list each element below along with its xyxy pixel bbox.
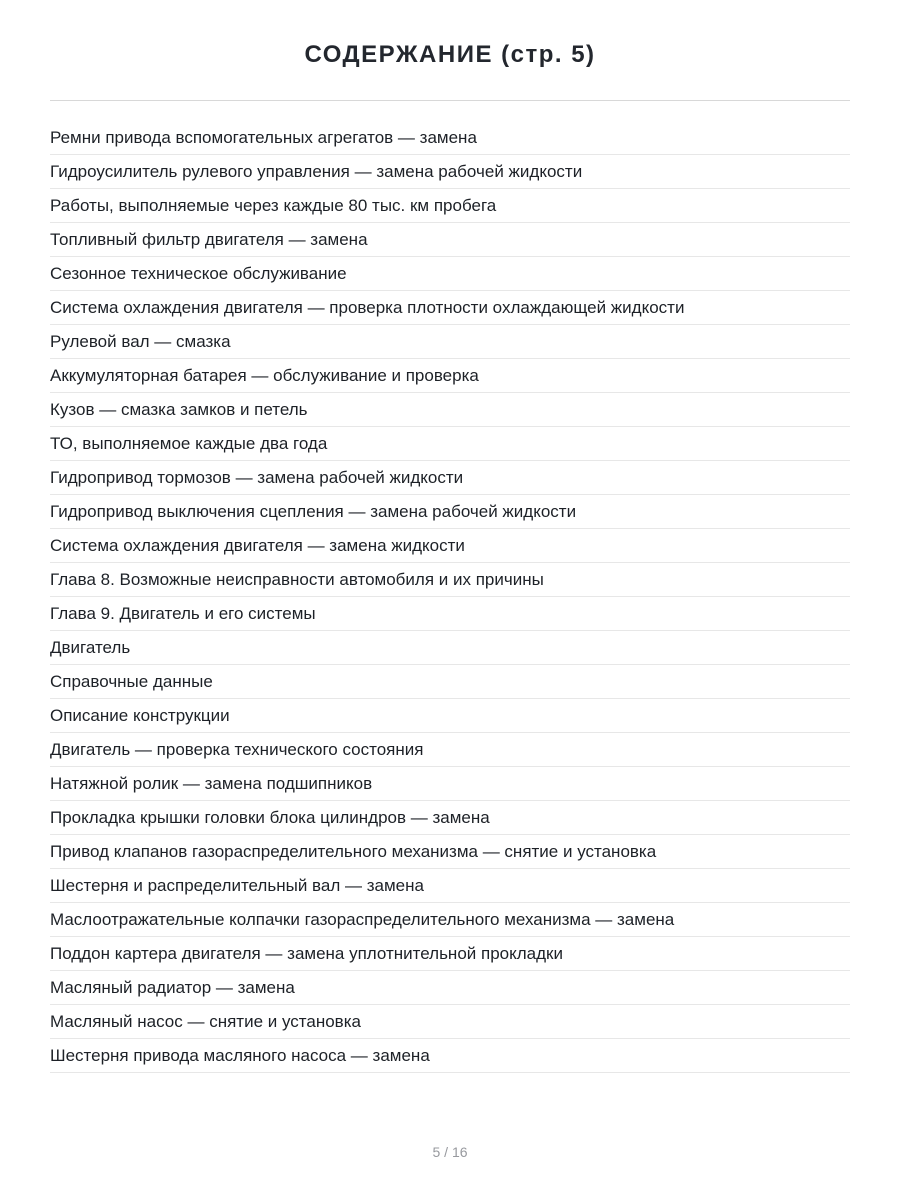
- toc-item: Двигатель: [50, 631, 850, 665]
- toc-item: Кузов — смазка замков и петель: [50, 393, 850, 427]
- toc-list: [50, 121, 850, 1073]
- toc-item: ТО, выполняемое каждые два года: [50, 427, 850, 461]
- toc-item: Описание конструкции: [50, 699, 850, 733]
- toc-item: Справочные данные: [50, 665, 850, 699]
- toc-item: Гидропривод выключения сцепления — замена рабочей жидкости: [50, 495, 850, 529]
- toc-item: Рулевой вал — смазка: [50, 325, 850, 359]
- toc-item: Поддон картера двигателя — замена уплотнительной прокладки: [50, 937, 850, 971]
- toc-item: Масляный радиатор — замена: [50, 971, 850, 1005]
- toc-item: Работы, выполняемые через каждые 80 тыс. км пробега: [50, 189, 850, 223]
- page-title: СОДЕРЖАНИЕ (стр. 5): [304, 41, 596, 68]
- toc-item: Гидропривод тормозов — замена рабочей жидкости: [50, 461, 850, 495]
- toc-item: Маслоотражательные колпачки газораспределительного механизма — замена: [50, 903, 850, 937]
- toc-item: Гидроусилитель рулевого управления — замена рабочей жидкости: [50, 155, 850, 189]
- toc-item: Двигатель — проверка технического состояния: [50, 733, 850, 767]
- page-number-indicator: 5 / 16: [432, 1144, 468, 1160]
- toc-item: Сезонное техническое обслуживание: [50, 257, 850, 291]
- toc-item: Топливный фильтр двигателя — замена: [50, 223, 850, 257]
- title-divider: [50, 100, 850, 101]
- toc-item: Шестерня привода масляного насоса — замена: [50, 1039, 850, 1073]
- toc-item: Глава 8. Возможные неисправности автомобиля и их причины: [50, 563, 850, 597]
- toc-item: Шестерня и распределительный вал — замена: [50, 869, 850, 903]
- toc-item: Глава 9. Двигатель и его системы: [50, 597, 850, 631]
- toc-item: Привод клапанов газораспределительного механизма — снятие и установка: [50, 835, 850, 869]
- toc-item: Система охлаждения двигателя — проверка плотности охлаждающей жидкости: [50, 291, 850, 325]
- toc-item: Натяжной ролик — замена подшипников: [50, 767, 850, 801]
- toc-item: Аккумуляторная батарея — обслуживание и проверка: [50, 359, 850, 393]
- toc-item: Ремни привода вспомогательных агрегатов — замена: [50, 121, 850, 155]
- toc-item: Прокладка крышки головки блока цилиндров — замена: [50, 801, 850, 835]
- toc-item: Система охлаждения двигателя — замена жидкости: [50, 529, 850, 563]
- toc-item: Масляный насос — снятие и установка: [50, 1005, 850, 1039]
